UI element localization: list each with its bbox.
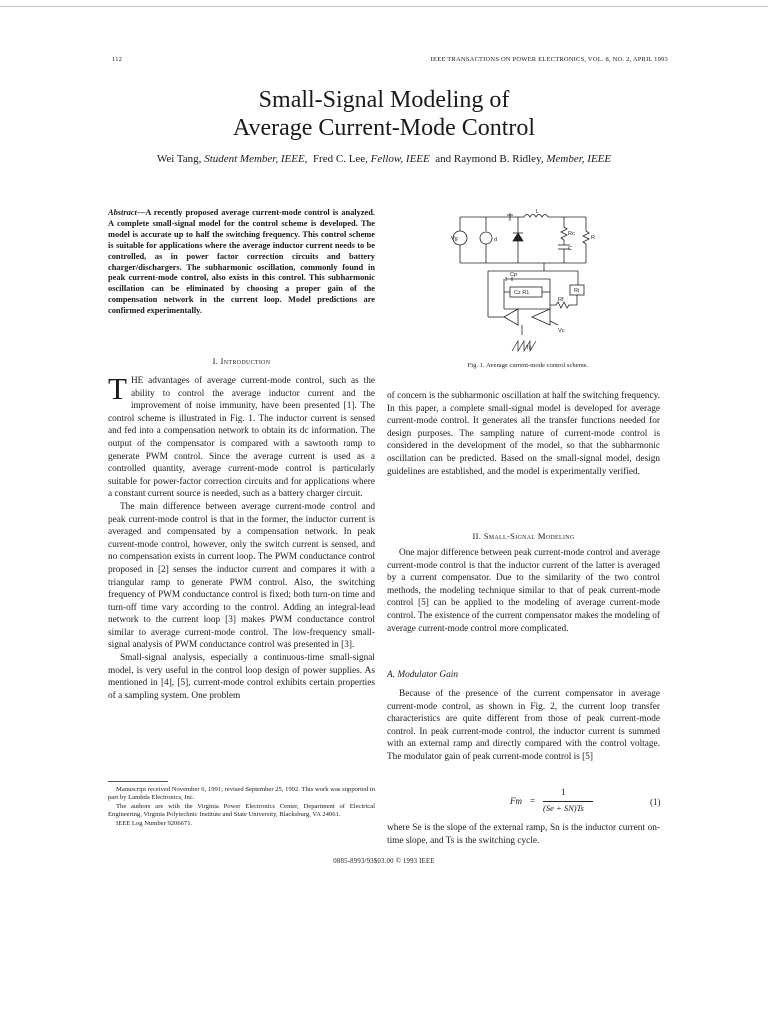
equation-1	[476, 787, 621, 817]
paper-title	[100, 86, 668, 142]
drop-cap: T	[108, 371, 127, 406]
section-2-body	[387, 547, 660, 635]
fig1-caption: Fig. 1. Average current-mode control scheme.	[467, 362, 589, 369]
right-column-intro	[387, 390, 660, 478]
author-1-role: Student Member, IEEE,	[204, 153, 308, 165]
fig-label-l: L	[536, 209, 540, 215]
intro-paragraph-2: The main difference between average current-mode control and peak current-mode control is that in the former, the inductor current is averaged and compensated by a compensation network. In peak current-mode control, however, only the switch current is sensed, and no compensation exists in current loop. The PWM conductance control proposed in [2] senses the inductor current and compares it with a triangular ramp to generate PWM control. Also, the switching frequency of PWM conductance control is fixed; both turn-on time and turn-off time vary according to the control. Adding an integral-lead network to the current loop [3] makes PWM conductance control similar to average current-mode control. The low-frequency small-signal analysis of PWM conductance control was presented in [3].	[108, 501, 375, 651]
intro-paragraph-1	[108, 371, 375, 501]
page-number: 112	[112, 56, 123, 63]
equation-denominator: (Se + SN)Ts	[543, 803, 584, 813]
equation-number: (1)	[650, 797, 661, 807]
fig-label-c: C	[568, 246, 572, 252]
author-3-role: Member, IEEE	[546, 153, 612, 165]
equation-equals: =	[530, 796, 536, 806]
footnotes	[108, 786, 375, 828]
fig-label-vc: Vc	[558, 328, 565, 334]
subsection-a-heading: A. Modulator Gain	[387, 670, 459, 680]
equation-numerator: 1	[561, 787, 566, 797]
fig-label-ri: Ri	[574, 288, 580, 294]
copyright-line: 0885-8993/93$03.00 © 1993 IEEE	[333, 858, 435, 865]
intro-paragraph-1-text: HE advantages of average current-mode control, such as the ability to control the average inductor current and the improvement of noise immunity, have been presented [1]. The control scheme is illustrated in Fig. 1. The inductor current is sensed and fed into a compensation network to obtain its dc information. The output of the compensator is compared with a sawtooth ramp to generate PWM control. Since the average current is used as a controlled quantity, average current-mode control is particularly suitable for power-factor correction circuits and for applications where a constant current source is needed, such as a battery charger circuit.	[108, 376, 375, 500]
fig-label-d: d	[494, 237, 498, 243]
intro-paragraph-3: Small-signal analysis, especially a continuous-time small-signal model, is very useful in the control loop design of power supplies. As mentioned in [4], [5], current-mode control exhibits certain properties of a sampling system. One problem	[108, 653, 375, 701]
author-and: and	[435, 153, 452, 165]
section-2-paragraph-1: One major difference between peak current-mode control and average current-mode control is that the inductor current of the latter is averaged by a current compensator. Due to the similarity of the two control methods, the modeling technique similar to that of peak current-mode control [5] can be applied to the modeling of average current-mode control. The existence of the current compensator makes the modeling of average current-mode control more complicated.	[387, 548, 660, 634]
section-1-title: Introduction	[220, 356, 271, 366]
author-line	[100, 153, 668, 165]
section-2-numeral: II.	[472, 531, 484, 541]
fig-label-vg: Vg	[451, 236, 458, 242]
footnote-received: Manuscript received November 6, 1991; revised September 25, 1992. This work was supported in part by Lambda Electronics, Inc.	[108, 786, 375, 802]
left-column-intro	[108, 371, 375, 702]
equation-explanation	[387, 822, 660, 847]
fig-label-cp: Cp	[510, 272, 518, 278]
author-2-name: Fred C. Lee,	[312, 153, 368, 165]
subsection-a-body	[387, 688, 660, 764]
footnote-log-number: IEEE Log Number 9206671.	[116, 819, 193, 827]
author-3-name: Raymond B. Ridley,	[453, 153, 544, 165]
footnote-rule	[108, 781, 168, 782]
fraction-bar	[543, 801, 593, 802]
author-2-role: Fellow, IEEE	[370, 153, 430, 165]
abstract-label: Abstract	[108, 208, 137, 217]
section-1-numeral: I.	[212, 356, 221, 366]
fig1-circuit-diagram	[446, 205, 606, 353]
equation-lhs: Fm	[510, 796, 522, 806]
abstract	[108, 208, 375, 317]
fig-label-rc: Rc	[568, 231, 575, 237]
intro-continued: of concern is the subharmonic oscillation at half the switching frequency. In this paper, a complete small-signal model is developed for average current-mode control. It generates all the transfer functions needed for design purposes. The sampling nature of current-mode control is considered in the development of the model, so that the subharmonic oscillation can be predicted. Based on the small-signal model, design guidelines are established, and the model is experimentally verified.	[387, 391, 660, 477]
title-line-2: Average Current-Mode Control	[232, 115, 536, 141]
section-1-heading	[108, 356, 375, 366]
equation-explanation-text: where Se is the slope of the external ramp, Sn is the inductor current on-time slope, and Ts is the switching cycle.	[387, 823, 660, 846]
section-2-heading	[387, 531, 660, 541]
scan-edge-line	[0, 6, 768, 7]
section-2-title: Small-Signal Modeling	[483, 531, 575, 541]
subsection-a-paragraph: Because of the presence of the current compensator in average current-mode control, as shown in Fig. 2, the current loop transfer characteristics are quite different from those of peak current-mode control. In peak current-mode control, the inductor current is summed with an external ramp and directly compared with the control voltage. The modulator gain of peak current-mode control is [5]	[387, 689, 660, 762]
fig-label-rf: Rf	[558, 297, 564, 303]
journal-header: IEEE TRANSACTIONS ON POWER ELECTRONICS, VOL. 8, NO. 2, APRIL 1993	[430, 56, 668, 63]
abstract-text: —A recently proposed average current-mode control is analyzed. A complete small-signal model for the control scheme is developed. The model is accurate up to half the switching frequency. This control scheme is suitable for applications where the average inductor current needs to be controlled, as in power factor correction circuits and battery charger/dischargers. The subharmonic oscillation, commonly found in peak current-mode control, also exists in this control. This subharmonic oscillation can be eliminated by choosing a proper gain of the compensation network in the current loop. Model predictions are confirmed experimentally.	[108, 208, 375, 316]
footnote-affiliation: The authors are with the Virginia Power Electronics Center, Department of Electrical Engineering, Virginia Polytechnic Institute and State University, Blacksburg, VA 24061.	[108, 802, 375, 819]
title-line-1: Small-Signal Modeling of	[258, 87, 510, 113]
fig-label-r: R	[591, 235, 595, 241]
fig-label-cz-r1: Cz R1	[514, 290, 530, 296]
fig-label-ts: Ts	[526, 345, 532, 351]
author-1-name: Wei Tang,	[156, 153, 202, 165]
